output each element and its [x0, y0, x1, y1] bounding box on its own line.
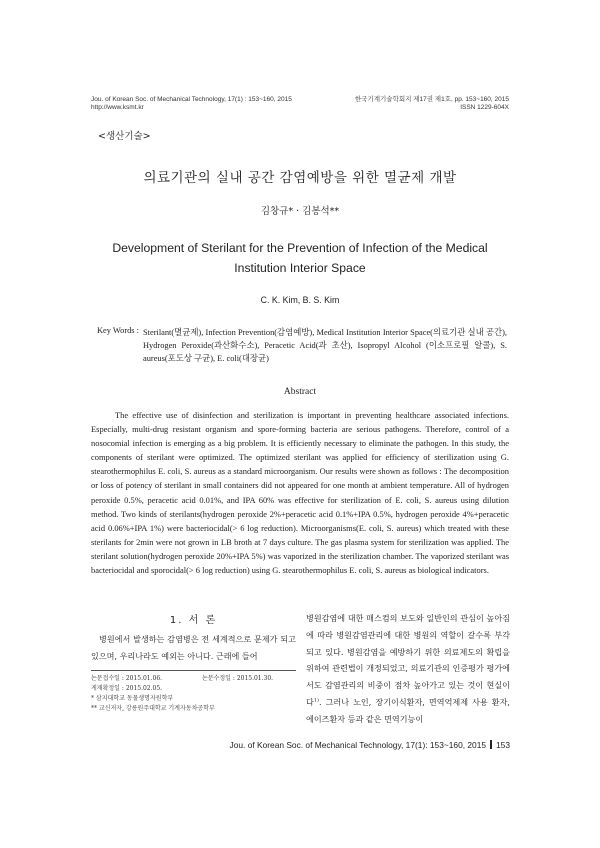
issn: ISSN 1229-604X: [460, 104, 509, 111]
authors-english: C. K. Kim, B. S. Kim: [260, 295, 340, 305]
journal-url: http://www.ksmt.kr: [91, 104, 144, 111]
citation-superscript: 1): [313, 697, 319, 704]
body-text-left-column: 병원에서 발생하는 감염병은 전 세계적으로 문제가 되고 있으며, 우리나라도 예외는 아니다. 근래에 들어: [91, 634, 296, 661]
page-number: 153: [496, 740, 510, 750]
footer-journal: Jou. of Korean Soc. of Mechanical Technology, 17(1): 153~160, 2015: [229, 740, 487, 750]
author-affiliation-1: * 삼지대학교 동물생명자원학부: [91, 695, 174, 702]
body-text-part: . 그러나 노인, 장기이식환자, 면역억제제 사용 환자, 에이즈환자 등과 같은 면역기능이: [306, 696, 510, 724]
body-text-right-column: [306, 610, 510, 728]
title-korean: 의료기관의 실내 공간 감염예방을 위한 멸균제 개발: [143, 170, 457, 186]
keywords-label: Key Words :: [97, 326, 139, 335]
received-date: 논문접수일 : 2015.01.06.: [91, 675, 163, 682]
keywords-text: Sterilant(멸균제), Infection Prevention(감염예방), Medical Institution Interior Space(의료기관 실내 공간), Hydrogen Peroxide(과산화수소), Peracetic Acid(과 초산), Isopropyl Alcohol (이소프로필 알콜), S. aureus(포도상 구균), E. coli(대장균): [143, 328, 507, 364]
title-english: Development of Sterilant for the Prevention of Infection of the Medical Institution Interior Space: [112, 241, 488, 275]
accepted-date: 게재확정일 : 2015.02.05.: [91, 685, 163, 692]
footer-separator: [490, 740, 492, 749]
journal-citation-ko: 한국기계기술학회지 제17권 제1호, pp. 153~160, 2015: [354, 96, 509, 103]
revised-date: 논문수정일 : 2015.01.30.: [202, 675, 274, 682]
author-affiliation-2: ** 교신저자, 강릉원주대학교 기계자동차공학부: [91, 705, 215, 712]
abstract-body: The effective use of disinfection and sterilization is important in preventing healthcare associated infections. Especially, multi-drug resistant organism and spore-forming bacteria are serious pathogens. Therefore, control of a nosocomial infection is emerging as a big problem. It is efficiently necessary to eliminate the pathogen. In this study, the components of sterilant were optimized. The optimized sterilant was applied for efficiency of sterilization using G. stearothermophilus E. coli, S. aureus as a standard microorganism. Our results were shown as follows : The decomposition or loss of potency of sterilant in small containers did not appeared for one month at ambient temperature. All of hydrogen peroxide 0.5%, peracetic acid 0.01%, and IPA 60% was effective for sterilization of E. coli, S. aureus using dilution method. Two kinds of sterilants(hydrogen peroxide 2%+peracetic acid 0.1%+IPA 0.5%, hydrogen peroxide 4%+peracetic acid 0.06%+IPA 1%) were bacteriocidal(> 6 log reduction). Microorganisms(E. coli, S. aureus) which treated with these sterilants for 2min were not grown in LB broth at 7 days culture. The gas plasma system for sterilization was applied. The sterilant solution(hydrogen peroxide 20%+IPA 5%) was vaporized in the sterilization chamber. The vaporized sterilant was bacteriocidal and sporocidal(> 6 log reduction) using G. stearothermophilus E. coli, S. aureus as biological indicators.: [91, 410, 509, 576]
section-heading: 1. 서 론: [169, 615, 218, 626]
abstract-heading: Abstract: [283, 387, 317, 397]
authors-korean: 김창규* · 김봉석**: [260, 206, 340, 217]
journal-citation: Jou. of Korean Soc. of Mechanical Technology, 17(1) : 153~160, 2015: [91, 96, 292, 103]
page-footer: [230, 740, 510, 750]
running-header-left: [91, 96, 292, 112]
article-category: <생산기술>: [98, 131, 151, 142]
footnote-divider: [91, 670, 296, 671]
running-header-right: [355, 96, 509, 112]
body-text-part: 병원감염에 대한 매스컴의 보도와 일반인의 관심이 높아짐에 따라 병원감염관리에 대한 병원의 역할이 갈수록 부각되고 있다. 병원감염을 예방하기 위한 의료제도의 확립을 위하여 관련법이 개정되었고, 의료기관의 인증평가 평가에서도 감염관리의 비중이 점차 높아가고 있는 것이 현실이다: [306, 613, 510, 707]
